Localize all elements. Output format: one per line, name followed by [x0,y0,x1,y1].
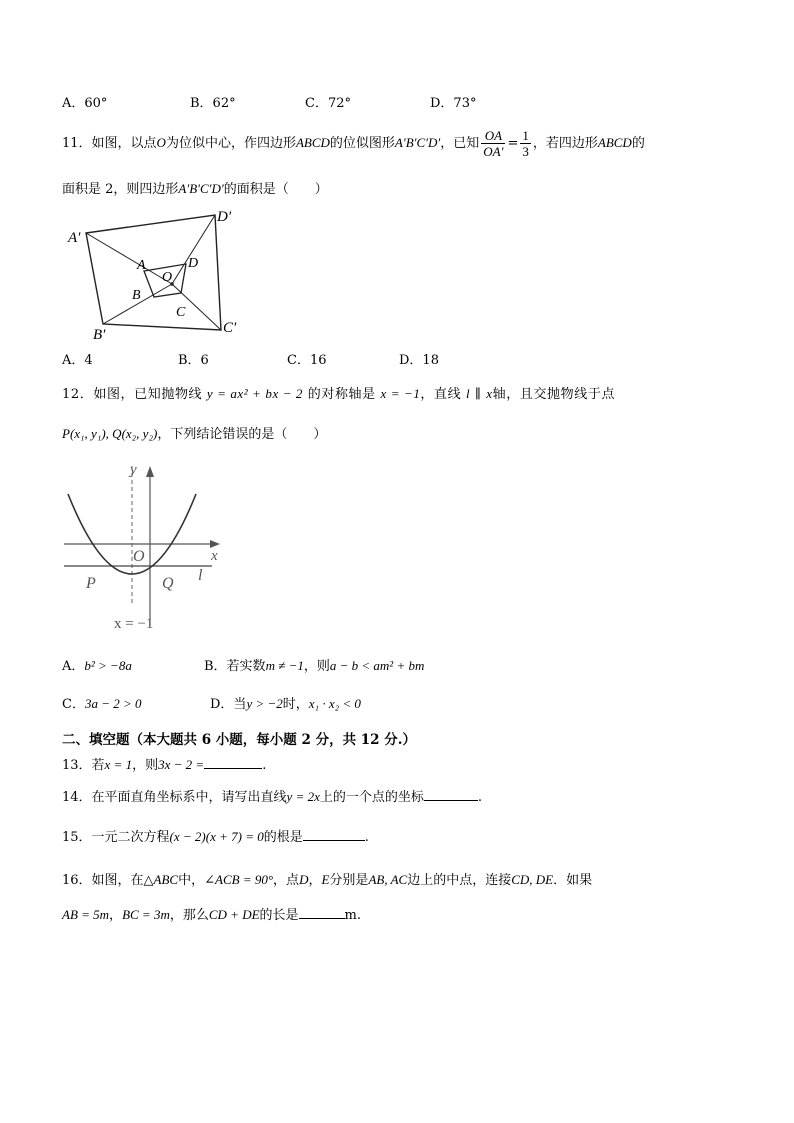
x-axis-arrow [210,540,220,548]
q16-stem-line1: 16．如图，在△ABC中，∠ACB = 90°，点D，E分别是AB, AC边上的中点，连接CD, DE．如果 [62,872,593,888]
q12-stem-line2: P(x₁, y₁), Q(x₂, y₂)，下列结论错误的是（ ） [62,426,327,442]
label-o: O [162,270,173,285]
label-a: A [137,258,146,273]
q11-option-a: A．4 [62,353,93,368]
q11-option-d: D．18 [399,353,439,368]
q10-option-d: D．73° [430,96,477,111]
y-axis-arrow [146,466,154,477]
section-fill-in-title: 二、填空题（本大题共 6 小题，每小题 2 分，共 12 分.） [62,732,416,748]
q12-stem-line1: 12．如图，已知抛物线 y = ax² + bx − 2 的对称轴是 x = −1，直线 l ∥ x轴，且交抛物线于点 [62,386,616,402]
q12-option-c: C．3a − 2 > 0 [62,696,142,712]
label-d: D [188,256,199,271]
q14-answer-blank[interactable] [424,788,478,801]
label-axis-equation: x = −1 [114,616,154,632]
parabola-curve [68,494,196,574]
ray-d [172,215,215,284]
label-o: O [133,548,145,565]
q11-stem-line1: 11．如图，以点O为位似中心，作四边形ABCD的位似图形A′B′C′D′，已知 $\frac{OA}{OA'}$ = $\frac{1}{3}$ ，若四边形ABCD的 [62,128,645,159]
label-a-prime: A′ [68,230,81,246]
q11-stem-line2: 面积是 2，则四边形A′B′C′D′的面积是（ ） [62,181,328,197]
label-p: P [86,575,96,592]
q13-stem: 13．若x = 1，则3x − 2 = . [62,757,267,773]
q15-answer-blank[interactable] [303,828,365,841]
q16-answer-blank[interactable] [299,906,345,919]
q11-ratio-value: $\frac{1}{3}$ [522,128,529,159]
label-c-prime: C′ [223,320,237,336]
q12-option-b: B．若实数m ≠ −1，则a − b < am² + bm [204,658,425,674]
label-b: B [132,288,141,303]
label-b-prime: B′ [93,327,106,343]
q15-stem: 15．一元二次方程(x − 2)(x + 7) = 0的根是 . [62,829,369,845]
label-d-prime: D′ [217,209,232,225]
q12-option-a: A．b² > −8a [62,658,132,674]
q12-option-d: D．当y > −2时，x₁ · x₂ < 0 [210,696,361,712]
q12-parabola-figure [62,458,232,638]
q14-stem: 14．在平面直角坐标系中，请写出直线y = 2x上的一个点的坐标 . [62,789,483,805]
q13-answer-blank[interactable] [204,756,262,769]
q10-option-b: B．62° [190,96,236,111]
label-l: l [198,567,203,584]
q11-option-c: C．16 [287,353,327,368]
q11-ratio-fraction: $\frac{OA}{OA'}$ [483,128,504,159]
q16-stem-line2: AB = 5m，BC = 3m，那么CD + DE的长是 m. [62,907,362,923]
label-y: y [130,462,137,478]
q11-option-b: B．6 [178,353,209,368]
label-q: Q [162,575,174,592]
q10-option-a: A．60° [62,96,108,111]
q11-homothety-figure [62,204,252,344]
q10-option-c: C．72° [305,96,351,111]
ray-a [86,233,172,284]
label-x: x [211,548,218,564]
label-c: C [176,305,186,320]
